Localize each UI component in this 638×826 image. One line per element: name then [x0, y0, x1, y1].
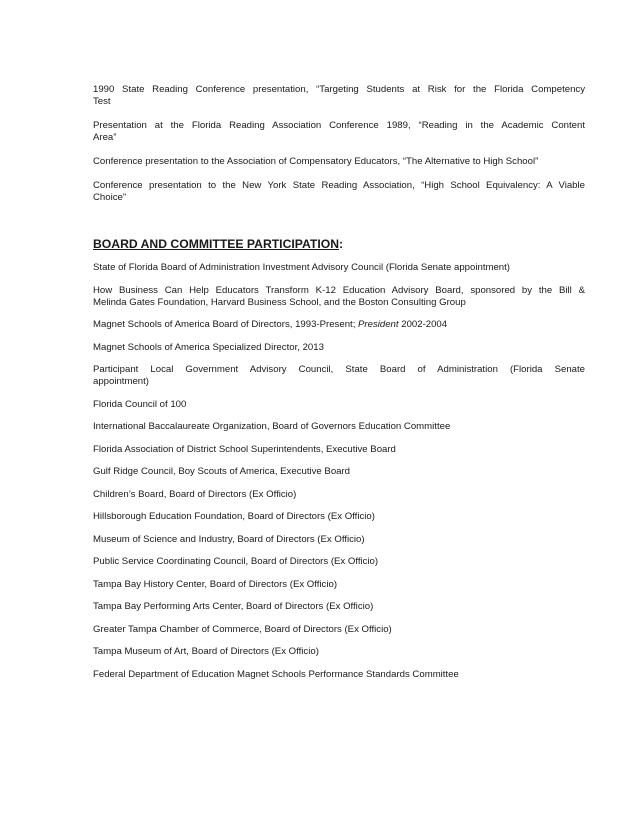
section-heading-colon: : [339, 237, 344, 251]
board-item: Florida Council of 100 [93, 398, 187, 410]
entry-line: Area” [93, 132, 117, 143]
board-item: Tampa Museum of Art, Board of Directors (Ex Officio) [93, 646, 319, 657]
board-item: Hillsborough Education Foundation, Board of Directors (Ex Officio) [93, 511, 375, 522]
entry-line: appointment) [93, 376, 149, 387]
presentation-entry [93, 180, 585, 204]
board-item [93, 364, 585, 388]
board-item [93, 319, 585, 331]
entry-line: Conference presentation to the Association of Compensatory Educators, “The Alternative to High School” [93, 156, 539, 167]
board-item: Museum of Science and Industry, Board of Directors (Ex Officio) [93, 533, 365, 545]
presentation-entry [93, 120, 585, 144]
board-item: Tampa Bay Performing Arts Center, Board of Directors (Ex Officio) [93, 601, 374, 612]
item-italic: President [358, 319, 399, 330]
item-suffix: 2002-2004 [398, 319, 448, 330]
board-item: Tampa Bay History Center, Board of Directors (Ex Officio) [93, 578, 338, 590]
section-heading [93, 237, 585, 252]
board-item: International Baccalaureate Organization, Board of Governors Education Committee [93, 421, 451, 432]
board-item: Gulf Ridge Council, Boy Scouts of America, Executive Board [93, 466, 351, 477]
board-item: Public Service Coordinating Council, Board of Directors (Ex Officio) [93, 556, 379, 567]
board-item: Federal Department of Education Magnet Schools Performance Standards Committee [93, 668, 459, 680]
entry-line: Participant Local Government Advisory Council, State Board of Administration (Florida Senate [93, 364, 585, 375]
board-item: Greater Tampa Chamber of Commerce, Board of Directors (Ex Officio) [93, 623, 392, 635]
entry-line: Choice” [93, 192, 127, 203]
board-item: Florida Association of District School Superintendents, Executive Board [93, 443, 396, 455]
entry-line: Presentation at the Florida Reading Association Conference 1989, “Reading in the Academic Content [93, 120, 585, 131]
board-item [93, 285, 585, 309]
entry-line: 1990 State Reading Conference presentation, “Targeting Students at Risk for the Florida Competency [93, 84, 585, 95]
presentation-entry [93, 156, 585, 168]
section-heading-text: BOARD AND COMMITTEE PARTICIPATION [93, 237, 339, 251]
entry-line: Melinda Gates Foundation, Harvard Business School, and the Boston Consulting Group [93, 296, 466, 308]
entry-line: How Business Can Help Educators Transform K-12 Education Advisory Board, sponsored by the Bill & [93, 284, 585, 296]
presentation-entry [93, 84, 585, 108]
document-page [93, 84, 585, 681]
item-prefix: Magnet Schools of America Board of Directors, 1993-Present; [93, 319, 359, 330]
board-item: Magnet Schools of America Specialized Director, 2013 [93, 341, 324, 353]
entry-line: Conference presentation to the New York State Reading Association, “High School Equivalency: A Viable [93, 180, 585, 191]
board-item: State of Florida Board of Administration Investment Advisory Council (Florida Senate appointment) [93, 262, 511, 273]
entry-line: Test [93, 96, 111, 107]
board-item: Children’s Board, Board of Directors (Ex Officio) [93, 488, 297, 500]
